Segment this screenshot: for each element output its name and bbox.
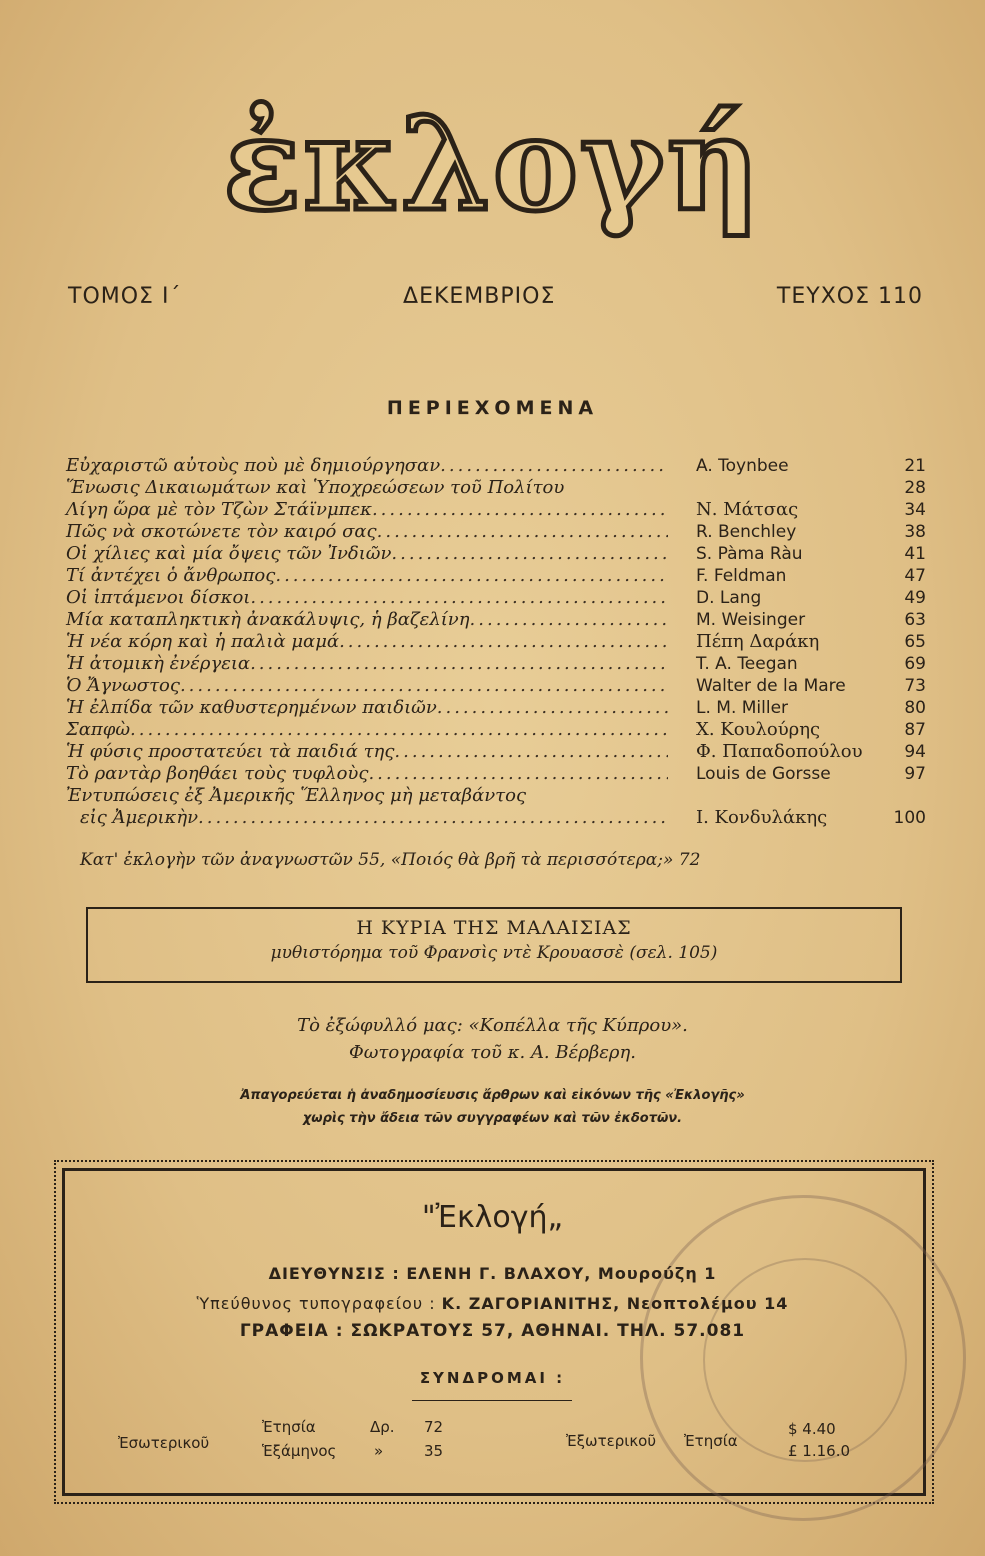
- toc-title: Οἱ χίλιες καὶ μία ὄψεις τῶν Ἰνδιῶν: [66, 543, 392, 564]
- toc-title: Ἕνωσις Δικαιωμάτων καὶ Ὑποχρεώσεων τοῦ Πολίτου: [66, 477, 565, 498]
- novel-box: [86, 907, 902, 983]
- toc-entry[interactable]: [66, 499, 926, 521]
- toc-entry[interactable]: [66, 521, 926, 543]
- toc-leader: [339, 631, 668, 653]
- toc-leader: [394, 741, 668, 763]
- toc-leader: [180, 675, 668, 697]
- toc-entry[interactable]: [66, 785, 926, 807]
- toc-page: 73: [904, 676, 926, 696]
- toc-author: T. A. Teegan: [696, 654, 798, 674]
- imprint-direction: ΔΙΕΥΘΥΝΣΙΣ : ΕΛΕΝΗ Γ. ΒΛΑΧΟΥ, Μουρούζη 1: [268, 1264, 717, 1283]
- toc-author: Χ. Κουλούρης: [696, 719, 821, 740]
- toc-author: A. Toynbee: [696, 456, 789, 476]
- toc-entry[interactable]: [66, 697, 926, 719]
- toc-title: Ἡ ἐλπίδα τῶν καθυστερημένων παιδιῶν: [66, 697, 437, 718]
- ditto-mark: »: [374, 1442, 384, 1460]
- toc-leader: [391, 543, 668, 565]
- toc-entry[interactable]: [66, 587, 926, 609]
- toc-entry[interactable]: [66, 543, 926, 565]
- toc-title: Ἡ ἀτομικὴ ἐνέργεια: [66, 653, 251, 674]
- toc-entry[interactable]: [66, 653, 926, 675]
- toc-title: Ἐντυπώσεις ἐξ Ἀμερικῆς Ἕλληνος μὴ μεταβάντος: [66, 785, 527, 806]
- magazine-logo: ἐκλογή: [223, 90, 762, 240]
- toc-author: R. Benchley: [696, 522, 797, 542]
- toc-title: Σαπφὼ: [66, 719, 130, 740]
- toc-page: 47: [904, 566, 926, 586]
- toc-page: 97: [904, 764, 926, 784]
- library-stamp: [640, 1195, 966, 1521]
- domestic-half-label: Ἑξάμηνος: [262, 1442, 337, 1460]
- toc-leader: [130, 719, 668, 741]
- toc-leader: [250, 587, 668, 609]
- toc-page: 21: [904, 456, 926, 476]
- toc-title: Τὸ ραντὰρ βοηθάει τοὺς τυφλοὺς: [66, 763, 369, 784]
- domestic-annual-price: 72: [424, 1418, 444, 1436]
- toc-leader: [275, 565, 668, 587]
- toc-entry[interactable]: [66, 609, 926, 631]
- issue-number-label: ΤΕΥΧΟΣ 110: [776, 284, 923, 309]
- toc-entry[interactable]: [66, 807, 926, 829]
- issue-info: [68, 284, 923, 309]
- toc-author: F. Feldman: [696, 566, 787, 586]
- toc-title: Πῶς νὰ σκοτώνετε τὸν καιρό σας: [66, 521, 377, 542]
- toc-page: 49: [904, 588, 926, 608]
- novel-title: Η ΚΥΡΙΑ ΤΗΣ ΜΑΛΑΙΣΙΑΣ: [356, 917, 632, 939]
- toc-leader: [198, 807, 668, 829]
- toc-leader: [368, 763, 668, 785]
- toc-leader: [377, 521, 668, 543]
- toc-author: Walter de la Mare: [696, 676, 846, 696]
- toc-entry[interactable]: [66, 631, 926, 653]
- foreign-annual-label: Ἐτησία: [684, 1432, 738, 1450]
- toc-title: Ὁ Ἄγνωστος: [66, 675, 180, 696]
- table-of-contents: [66, 455, 926, 829]
- toc-page: 63: [904, 610, 926, 630]
- toc-page: 100: [893, 808, 926, 828]
- contents-heading: ΠΕΡΙΕΧΟΜΕΝΑ: [386, 397, 599, 419]
- toc-entry[interactable]: [66, 675, 926, 697]
- toc-page: 94: [904, 742, 926, 762]
- toc-author: Louis de Gorsse: [696, 764, 831, 784]
- toc-page: 34: [904, 500, 926, 520]
- toc-author: L. M. Miller: [696, 698, 789, 718]
- toc-author: S. Pàma Ràu: [696, 544, 803, 564]
- toc-page: 38: [904, 522, 926, 542]
- toc-title: Ἡ νέα κόρη καὶ ἡ παλιὰ μαμά: [66, 631, 340, 652]
- notice-line: χωρὶς τὴν ἄδεια τῶν συγγραφέων καὶ τῶν ἐκδοτῶν.: [302, 1111, 683, 1126]
- toc-title: Λίγη ὥρα μὲ τὸν Τζὼν Στάϊνμπεκ: [66, 499, 372, 520]
- toc-leader: [470, 609, 668, 631]
- printer-name: Κ. ΖΑΓΟΡΙΑΝΙΤΗΣ, Νεοπτολέμου 14: [441, 1294, 789, 1313]
- toc-author: M. Weisinger: [696, 610, 806, 630]
- foreign-label: Ἐξωτερικοῦ: [566, 1432, 657, 1450]
- volume-label: ΤΟΜΟΣ Ι΄: [68, 284, 182, 309]
- cover-photo-credit: Φωτογραφία τοῦ κ. Α. Βέρβερη.: [348, 1042, 637, 1063]
- foreign-price-usd: $ 4.40: [788, 1420, 836, 1438]
- toc-title: Μία καταπληκτικὴ ἀνακάλυψις, ἡ βαζελίνη: [66, 609, 470, 630]
- toc-title: Ἡ φύσις προστατεύει τὰ παιδιά της: [66, 741, 395, 762]
- notice-line: Ἀπαγορεύεται ἡ ἀναδημοσίευσις ἄρθρων καὶ εἰκόνων τῆς «Ἐκλογῆς»: [240, 1088, 745, 1103]
- toc-page: 69: [904, 654, 926, 674]
- toc-page: 41: [904, 544, 926, 564]
- domestic-annual-label: Ἐτησία: [262, 1418, 316, 1436]
- subscriptions-title: ΣΥΝΔΡΟΜΑΙ :: [419, 1369, 566, 1387]
- toc-leader: [437, 697, 668, 719]
- toc-author: D. Lang: [696, 588, 762, 608]
- toc-page: 87: [904, 720, 926, 740]
- domestic-label: Ἐσωτερικοῦ: [118, 1434, 210, 1452]
- toc-title: Τί ἀντέχει ὁ ἄνθρωπος: [66, 565, 276, 586]
- subscriptions-divider: [412, 1400, 572, 1401]
- toc-title: εἰς Ἀμερικὴν: [80, 807, 199, 828]
- toc-leader: [440, 455, 668, 477]
- cover-note: [0, 1012, 985, 1066]
- toc-entry[interactable]: [66, 719, 926, 741]
- toc-leader: [250, 653, 668, 675]
- toc-page: 80: [904, 698, 926, 718]
- toc-entry[interactable]: [66, 763, 926, 785]
- toc-title: Οἱ ἱπτάμενοι δίσκοι: [66, 587, 251, 608]
- domestic-half-price: 35: [424, 1442, 444, 1460]
- cover-note-line: Τὸ ἐξώφυλλό μας: «Κοπέλλα τῆς Κύπρου».: [297, 1015, 688, 1036]
- copyright-notice: [0, 1084, 985, 1130]
- printer-label: Ὑπεύθυνος τυπογραφείου :: [196, 1294, 436, 1313]
- readers-choice-line: Κατ' ἐκλογὴν τῶν ἀναγνωστῶν 55, «Ποιός θὰ βρῆ τὰ περισσότερα;» 72: [80, 850, 701, 870]
- toc-entry[interactable]: [66, 741, 926, 763]
- imprint-printer: [0, 1294, 985, 1313]
- toc-author: Ι. Κονδυλάκης: [696, 807, 828, 828]
- month-label: ΔΕΚΕΜΒΡΙΟΣ: [403, 284, 556, 309]
- toc-leader: [372, 499, 668, 521]
- toc-title: Εὐχαριστῶ αὐτοὺς ποὺ μὲ δημιούργησαν: [66, 455, 441, 476]
- toc-author: Πέπη Δαράκη: [696, 631, 820, 652]
- toc-author: Φ. Παπαδοπούλου: [696, 741, 863, 762]
- toc-entry[interactable]: [66, 565, 926, 587]
- toc-page: 65: [904, 632, 926, 652]
- novel-subtitle: μυθιστόρημα τοῦ Φρανσὶς ντὲ Κρουασσὲ (σελ. 105): [270, 943, 718, 963]
- toc-entry[interactable]: [66, 477, 926, 499]
- toc-entry[interactable]: [66, 455, 926, 477]
- toc-author: Ν. Μάτσας: [696, 499, 799, 520]
- foreign-price-gbp: £ 1.16.0: [788, 1442, 851, 1460]
- currency-label: Δρ.: [370, 1418, 395, 1436]
- imprint-magazine-name: "Ἐκλογή„: [421, 1200, 564, 1235]
- toc-page: 28: [904, 478, 926, 498]
- imprint-offices: ΓΡΑΦΕΙΑ : ΣΩΚΡΑΤΟΥΣ 57, ΑΘΗΝΑΙ. ΤΗΛ. 57.081: [239, 1321, 746, 1341]
